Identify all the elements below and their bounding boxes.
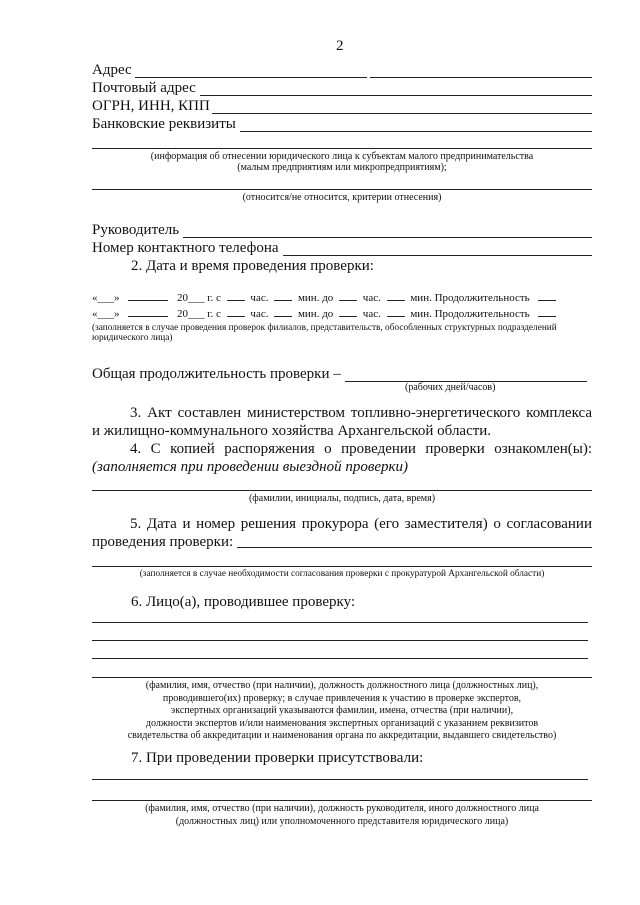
date-row-2-year: 20___ г. с	[177, 308, 221, 320]
signature-line	[92, 490, 592, 491]
date-row-2-hour2: час.	[362, 308, 381, 320]
postal-address-line	[200, 95, 592, 96]
section3-text	[92, 404, 592, 440]
date-row-2-month	[128, 316, 168, 317]
date-row-1-dur: мин. Продолжительность	[410, 292, 530, 304]
work-days-note: (рабочих дней/часов)	[405, 382, 496, 393]
date-row-1-d	[538, 300, 556, 301]
date-row-1-day: «___»	[92, 292, 120, 304]
total-duration-label: Общая продолжительность проверки –	[92, 366, 341, 382]
inspector-line-3	[92, 658, 588, 659]
section3-line-1: 3. Акт составлен министерством топливно-энергетического комплекса	[130, 405, 592, 421]
date-row-2-d	[538, 316, 556, 317]
section7-title: 7. При проведении проверки присутствовали:	[131, 750, 424, 766]
inspectors-note-2: проводившего(их) проверку; в случае привлечения к участию в проверке экспертов,	[162, 692, 522, 704]
page-number: 2	[336, 38, 344, 54]
section4-line-1: 4. С копией распоряжения о проведении проверки ознакомлен(ы):	[130, 441, 592, 457]
section2-title: 2. Дата и время проведения проверки:	[131, 258, 374, 274]
date-row-1-min: мин. до	[297, 292, 334, 304]
present-line-2	[92, 800, 592, 801]
present-line-1	[92, 779, 588, 780]
date-row-1-h	[227, 300, 245, 301]
inspector-line-4	[92, 677, 592, 678]
phone-line	[283, 255, 592, 256]
date-row-1-month	[128, 300, 168, 301]
section4-text	[92, 440, 592, 476]
date-row-1-year: 20___ г. с	[177, 292, 221, 304]
small-business-note	[92, 151, 592, 173]
phone-label: Номер контактного телефона	[92, 240, 279, 256]
postal-address-label: Почтовый адрес	[92, 80, 196, 96]
date-row-1-hour2: час.	[362, 292, 381, 304]
section5-text	[92, 515, 592, 551]
address-label: Адрес	[92, 62, 132, 78]
date-row-2-day: «___»	[92, 308, 120, 320]
criteria-line	[92, 189, 592, 190]
section6-title: 6. Лицо(а), проводившее проверку:	[131, 594, 356, 610]
head-line	[183, 237, 592, 238]
date-row-2-hour: час.	[250, 308, 269, 320]
date-row-2	[92, 308, 556, 320]
prosecutor-note: (заполняется в случае необходимости согласования проверки с прокуратурой Архангельской области)	[139, 569, 545, 579]
head-label: Руководитель	[92, 222, 180, 238]
date-row-2-h	[227, 316, 245, 317]
date-row-1-h2	[339, 300, 357, 301]
ogrn-label: ОГРН, ИНН, КПП	[92, 98, 210, 114]
section4-line-2: (заполняется при проведении выездной проверки)	[92, 459, 409, 475]
section5-line-2: проведения проверки:	[92, 534, 234, 550]
inspector-line-1	[92, 622, 588, 623]
branches-note	[92, 323, 557, 343]
signature-note: (фамилии, инициалы, подпись, дата, время)	[248, 493, 436, 504]
branches-note-2: юридического лица)	[92, 333, 173, 343]
small-business-line	[92, 148, 592, 149]
date-row-1-m2	[387, 300, 405, 301]
section5-line-1: 5. Дата и номер решения прокурора (его заместителя) о согласовании	[130, 516, 592, 532]
date-row-2-m	[274, 316, 292, 317]
prosecutor-inline-line	[237, 547, 592, 548]
section3-line-2: и жилищно-коммунального хозяйства Архангельской области.	[92, 423, 492, 439]
date-row-1-hour: час.	[250, 292, 269, 304]
inspectors-note	[92, 680, 592, 743]
address-line	[135, 77, 367, 78]
inspectors-note-5: свидетельства об аккредитации и наименования органа по аккредитации, выдавшего свидетельство)	[127, 730, 557, 741]
date-row-2-h2	[339, 316, 357, 317]
inspector-line-2	[92, 640, 588, 641]
inspectors-note-3: экспертных организаций указываются фамилии, имена, отчества (при наличии),	[170, 705, 514, 716]
address-line-2	[370, 77, 592, 78]
present-note-2: (должностных лиц) или уполномоченного представителя юридического лица)	[175, 815, 509, 827]
date-row-2-min: мин. до	[297, 308, 334, 320]
branches-note-1: (заполняется в случае проведения проверок филиалов, представительств, обособленных структурных подразделений	[92, 323, 557, 333]
date-row-1	[92, 292, 556, 304]
bank-label: Банковские реквизиты	[92, 116, 236, 132]
prosecutor-line	[92, 566, 592, 567]
ogrn-line	[212, 113, 592, 114]
date-row-2-m2	[387, 316, 405, 317]
criteria-note: (относится/не относится, критерии отнесения)	[242, 192, 442, 203]
date-row-2-dur: мин. Продолжительность	[410, 308, 530, 320]
date-row-1-m	[274, 300, 292, 301]
small-business-note-1: (информация об отнесении юридического лица к субъектам малого предпринимательства	[150, 151, 534, 162]
bank-line	[240, 131, 592, 132]
inspectors-note-1: (фамилия, имя, отчество (при наличии), должность должностного лица (должностных лиц),	[145, 680, 539, 691]
present-note	[92, 803, 592, 828]
small-business-note-2: (малым предприятиям или микропредприятиям);	[237, 162, 447, 173]
inspectors-note-4: должности экспертов и/или наименования экспертных организаций с указанием реквизитов	[145, 717, 539, 729]
present-note-1: (фамилия, имя, отчество (при наличии), должность руководителя, иного должностного лица	[145, 803, 539, 814]
